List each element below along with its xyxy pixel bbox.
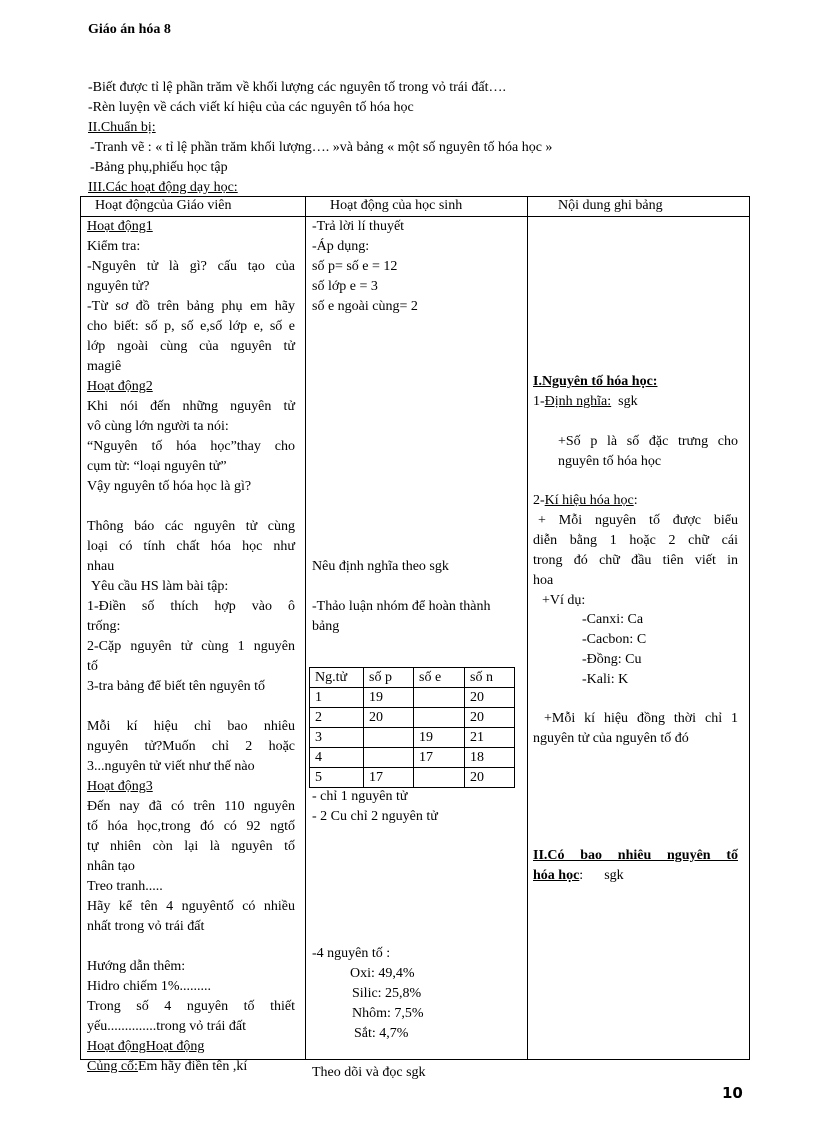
intro-line: -Biết được tỉ lệ phần trăm về khối lượng các nguyên tố trong vỏ trái đất…. (88, 80, 506, 95)
element-percentage: Oxi: 49,4% (350, 966, 415, 981)
definition-line (533, 392, 638, 412)
teacher-line: nguyên tử?Muốn chỉ 2 hoặc (87, 739, 295, 754)
definition-prefix: 1- (533, 394, 545, 409)
example-item: -Đồng: Cu (582, 652, 642, 667)
definition-note: +Số p là số đặc trưng cho (558, 434, 738, 449)
teacher-line: nhân tạo (87, 859, 135, 874)
element-percentage: Nhôm: 7,5% (352, 1006, 424, 1021)
intro-section (88, 78, 748, 198)
consolidation-text: Em hãy điền tên ,kí (137, 1059, 248, 1074)
teacher-line: trống: (87, 619, 121, 634)
intro-line: -Rèn luyện về cách viết kí hiệu của các nguyên tố hóa học (88, 100, 414, 115)
document-header: Giáo án hóa 8 (88, 22, 171, 37)
atom-table-cell: 5 (310, 768, 364, 788)
atom-table-cell: 21 (465, 728, 515, 748)
section2-value: sgk (604, 868, 624, 883)
header-student: Hoạt động của học sinh (306, 197, 528, 217)
teacher-line: tố (87, 659, 98, 674)
section-title-count: II.Có bao nhiêu nguyên tố (533, 848, 738, 863)
activity-4-heading: Hoạt độngHoạt động (87, 1039, 205, 1054)
teacher-line: lớp ngoài cùng của nguyên tử (87, 339, 295, 354)
student-line: - chỉ 1 nguyên tử (312, 789, 408, 804)
atom-table-cell: 3 (310, 728, 364, 748)
symbol-desc: diễn bằng 1 hoặc 2 chữ cái (533, 533, 738, 548)
atom-table-cell: 19 (414, 728, 465, 748)
activity-2-heading: Hoạt động2 (87, 379, 153, 394)
atom-table-row (310, 708, 515, 728)
symbol-desc: trong đó chữ đầu tiên viết in (533, 553, 738, 568)
example-item: -Cacbon: C (582, 632, 647, 647)
teacher-line: tự nhiên còn lại là nguyên tố (87, 839, 295, 854)
teacher-line: “Nguyên tố hóa học”thay cho (87, 439, 295, 454)
student-column (306, 217, 528, 1080)
symbol-desc: hoa (533, 573, 554, 588)
atom-table (309, 667, 515, 788)
teacher-line: Treo tranh..... (87, 879, 163, 894)
teacher-line: nguyên tử? (87, 279, 150, 294)
atom-table-cell: 20 (465, 688, 515, 708)
atom-table-cell (414, 688, 465, 708)
atom-table-row (310, 728, 515, 748)
teacher-line: Kiểm tra: (87, 239, 141, 254)
atom-table-cell: 18 (465, 748, 515, 768)
atom-table-header-cell: Ng.tử (310, 668, 364, 688)
definition-label: Định nghĩa: (544, 394, 612, 409)
atom-table-header (310, 668, 515, 688)
teacher-line (87, 1057, 295, 1077)
student-line: bảng (312, 619, 340, 634)
lesson-table (80, 196, 750, 1080)
atom-table-header-cell: số n (465, 668, 515, 688)
symbol-suffix: : (633, 493, 638, 508)
header-content: Nội dung ghi bảng (528, 197, 750, 217)
teacher-line: Thông báo các nguyên tử cùng (87, 519, 295, 534)
atom-table-cell: 19 (364, 688, 414, 708)
teacher-line: nhất trong vỏ trái đất (87, 919, 205, 934)
header-teacher: Hoạt độngcủa Giáo viên (81, 197, 306, 217)
teacher-line: 1-Điền số thích hợp vào ô (87, 599, 295, 614)
atom-table-cell: 4 (310, 748, 364, 768)
teacher-line: 3-tra bảng để biết tên nguyên tố (87, 679, 266, 694)
example-item: -Canxi: Ca (582, 612, 644, 627)
activity-3-heading: Hoạt động3 (87, 779, 153, 794)
meaning-line: +Mỗi kí hiệu đồng thời chỉ 1 (544, 711, 738, 726)
element-percentage: Silic: 25,8% (352, 986, 422, 1001)
student-line: -Thảo luận nhóm để hoàn thành (312, 599, 491, 614)
content-column (528, 217, 750, 1060)
atom-table-cell (414, 708, 465, 728)
section-title-count (533, 866, 624, 886)
atom-table-cell: 1 (310, 688, 364, 708)
atom-table-cell (414, 768, 465, 788)
teacher-line: Mỗi kí hiệu chỉ bao nhiêu (87, 719, 295, 734)
intro-line: -Bảng phụ,phiếu học tập (90, 160, 228, 175)
teacher-line: nhau (87, 559, 115, 574)
teacher-line: Hidro chiếm 1%......... (87, 979, 212, 994)
student-line: -4 nguyên tố : (312, 946, 391, 961)
section-heading-activities: III.Các hoạt động dạy học: (88, 180, 238, 195)
atom-table-cell: 20 (364, 708, 414, 728)
consolidation-label: Củng cố: (87, 1059, 138, 1074)
student-line: Nêu định nghĩa theo sgk (312, 559, 449, 574)
element-percentage: Sắt: 4,7% (354, 1026, 409, 1041)
teacher-line: Hướng dẫn thêm: (87, 959, 186, 974)
symbol-label: Kí hiệu hóa học (544, 493, 634, 508)
teacher-line: magiê (87, 359, 122, 374)
atom-table-cell: 2 (310, 708, 364, 728)
atom-table-row (310, 768, 515, 788)
student-line: Theo dõi và đọc sgk (312, 1065, 426, 1080)
teacher-line: tố hóa học,trong đó có 92 ngtố (87, 819, 295, 834)
section-heading-preparation: II.Chuẩn bị: (88, 120, 156, 135)
teacher-line: -Từ sơ đồ trên bảng phụ em hãy (87, 299, 295, 314)
atom-table-header-cell: số e (414, 668, 465, 688)
student-line: -Áp dụng: (312, 239, 370, 254)
atom-table-cell: 20 (465, 768, 515, 788)
definition-note: nguyên tố hóa học (558, 454, 662, 469)
atom-table-header-cell: số p (364, 668, 414, 688)
atom-table-row (310, 688, 515, 708)
teacher-line: loại có tính chất hóa học như (87, 539, 295, 554)
student-line: -Trả lời lí thuyết (312, 219, 405, 234)
teacher-column (81, 217, 306, 1074)
student-line: số e ngoài cùng= 2 (312, 299, 418, 314)
atom-table-cell (364, 728, 414, 748)
teacher-line: Trong số 4 nguyên tố thiết (87, 999, 295, 1014)
teacher-line: cho biết: số p, số e,số lớp e, số e (87, 319, 295, 334)
teacher-line: Khi nói đến những nguyên tử (87, 399, 295, 414)
example-item: -Kali: K (582, 672, 629, 687)
page-number: 10 (722, 1084, 743, 1102)
student-line: số lớp e = 3 (312, 279, 378, 294)
teacher-line: Đến nay đã có trên 110 nguyên (87, 799, 295, 814)
student-line: số p= số e = 12 (312, 259, 398, 274)
symbol-heading (533, 491, 638, 511)
teacher-line: 3...nguyên tử viết như thế nào (87, 759, 255, 774)
teacher-line: 2-Cặp nguyên tử cùng 1 nguyên (87, 639, 295, 654)
symbol-prefix: 2- (533, 493, 545, 508)
student-line: - 2 Cu chỉ 2 nguyên tử (312, 809, 438, 824)
atom-table-cell: 20 (465, 708, 515, 728)
teacher-line: -Nguyên tử là gì? cấu tạo của (87, 259, 295, 274)
section2-label: hóa học (533, 868, 580, 883)
atom-table-row (310, 748, 515, 768)
definition-value: sgk (618, 394, 638, 409)
intro-line: -Tranh vẽ : « tỉ lệ phần trăm khối lượng…. »và bảng « một số nguyên tố hóa học » (90, 140, 553, 155)
teacher-line: Vậy nguyên tố hóa học là gì? (87, 479, 252, 494)
section-title-element: I.Nguyên tố hóa học: (533, 374, 658, 389)
section2-colon: : (579, 868, 584, 883)
teacher-line: Hãy kể tên 4 nguyêntố có nhiều (87, 899, 295, 914)
atom-table-cell (364, 748, 414, 768)
atom-table-cell: 17 (414, 748, 465, 768)
teacher-line: cụm từ: “loại nguyên tử” (87, 459, 227, 474)
teacher-line: Yêu cầu HS làm bài tập: (91, 579, 229, 594)
symbol-desc: + Mỗi nguyên tố được biểu (538, 513, 738, 528)
atom-table-cell: 17 (364, 768, 414, 788)
teacher-line: vô cùng lớn người ta nói: (87, 419, 229, 434)
activity-1-heading: Hoạt động1 (87, 219, 153, 234)
teacher-line: yếu..............trong vỏ trái đất (87, 1019, 247, 1034)
example-label: +Ví dụ: (542, 593, 586, 608)
meaning-line: nguyên tử của nguyên tố đó (533, 731, 689, 746)
